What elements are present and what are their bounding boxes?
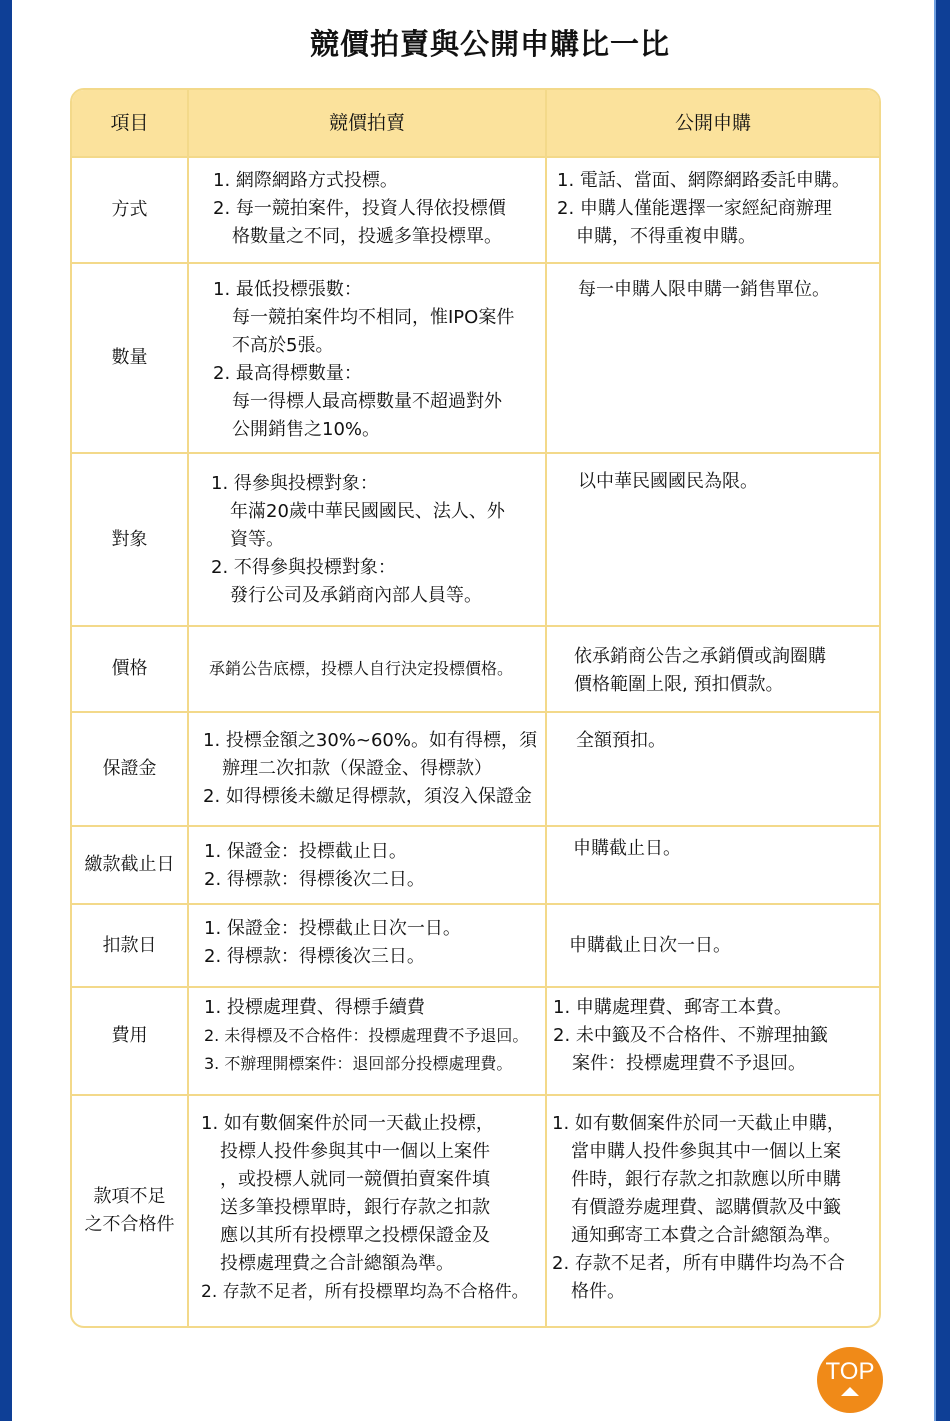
- top-label: TOP: [825, 1358, 875, 1385]
- page-title: 競價拍賣與公開申購比一比: [309, 27, 670, 61]
- auction-cell: 1. 投標金額之30%~60%。如有得標，須 辦理二次扣款（保證金、得標款） 2. 如得標後未繳足得標款，須沒入保證金: [189, 713, 547, 825]
- auction-cell: 1. 保證金：投標截止日次一日。 2. 得標款：得標後次三日。: [189, 905, 547, 986]
- auction-cell: 1. 如有數個案件於同一天截止投標， 投標人投件參與其中一個以上案件 ，或投標人就同一競價拍賣案件填 送多筆投標單時，銀行存款之扣款 應以其所有投標單之投標保證金及 投標處理費之合計總額為準。 2. 存款不足者，所有投標單均為不合格件。: [189, 1096, 547, 1326]
- row-label: 費用: [72, 988, 189, 1094]
- row-label: 保證金: [72, 713, 189, 825]
- auction-cell: 1. 投標處理費、得標手續費 2. 未得標及不合格件：投標處理費不予退回。 3. 不辦理開標案件：退回部分投標處理費。: [189, 988, 547, 1094]
- table-header-row: [72, 90, 879, 156]
- header-item: 項目: [72, 90, 189, 156]
- header-auction: 競價拍賣: [189, 90, 547, 156]
- auction-cell: 1. 保證金：投標截止日。 2. 得標款：得標後次二日。: [189, 827, 547, 903]
- table-row: [72, 825, 879, 903]
- table-row: [72, 262, 879, 452]
- auction-cell: 1. 最低投標張數： 每一競拍案件均不相同，惟IPO案件 不高於5張。 2. 最高得標數量： 每一得標人最高標數量不超過對外 公開銷售之10%。: [189, 264, 547, 452]
- table-row: [72, 156, 879, 262]
- table-row: [72, 452, 879, 625]
- subscription-cell: 申購截止日次一日。: [569, 934, 731, 956]
- auction-cell: 承銷公告底標，投標人自行決定投標價格。: [189, 627, 547, 711]
- table-row: [72, 1094, 879, 1326]
- subscription-cell: 以中華民國國民為限。: [578, 471, 758, 492]
- subscription-cell: 申購截止日。: [573, 838, 681, 859]
- table-row: [72, 903, 879, 986]
- subscription-cell: 依承銷商公告之承銷價或詢圈購 價格範圍上限, 預扣價款。: [574, 646, 826, 695]
- subscription-cell: 1. 如有數個案件於同一天截止申購， 當申購人投件參與其中一個以上案 件時，銀行存款之扣款應以所申購 有價證券處理費、認購價款及中籤 通知郵寄工本費之合計總額為準。 2. 存款不足者，所有申購件均為不合 格件。: [552, 1113, 845, 1302]
- right-border-stripe: [936, 0, 950, 1421]
- row-label: 價格: [72, 627, 189, 711]
- up-arrow-icon: [841, 1387, 859, 1396]
- row-label: 款項不足 之不合格件: [72, 1096, 189, 1326]
- row-label: 數量: [72, 264, 189, 452]
- auction-cell: 1. 網際網路方式投標。 2. 每一競拍案件，投資人得依投標價 格數量之不同，投遞多筆投標單。: [189, 158, 547, 262]
- subscription-cell: 1. 電話、當面、網際網路委託申購。 2. 申購人僅能選擇一家經紀商辦理 申購，不得重複申購。: [557, 170, 850, 247]
- subscription-cell: 全額預扣。: [576, 730, 666, 751]
- subscription-cell: 每一申購人限申購一銷售單位。: [578, 279, 830, 300]
- row-label: 方式: [72, 158, 189, 262]
- back-to-top-button[interactable]: [817, 1347, 883, 1413]
- table-row: [72, 625, 879, 711]
- comparison-table: [70, 88, 881, 1328]
- row-label: 對象: [72, 454, 189, 625]
- auction-cell: 1. 得參與投標對象： 年滿20歲中華民國國民、法人、外 資等。 2. 不得參與投標對象： 發行公司及承銷商內部人員等。: [189, 454, 547, 625]
- header-subscription: 公開申購: [674, 112, 751, 134]
- row-label: 扣款日: [72, 905, 189, 986]
- table-row: [72, 711, 879, 825]
- row-label: 繳款截止日: [72, 827, 189, 903]
- subscription-cell: 1. 申購處理費、郵寄工本費。 2. 未中籤及不合格件、不辦理抽籤 案件：投標處理費不予退回。: [553, 997, 828, 1074]
- left-border-stripe: [0, 0, 12, 1421]
- table-row: [72, 986, 879, 1094]
